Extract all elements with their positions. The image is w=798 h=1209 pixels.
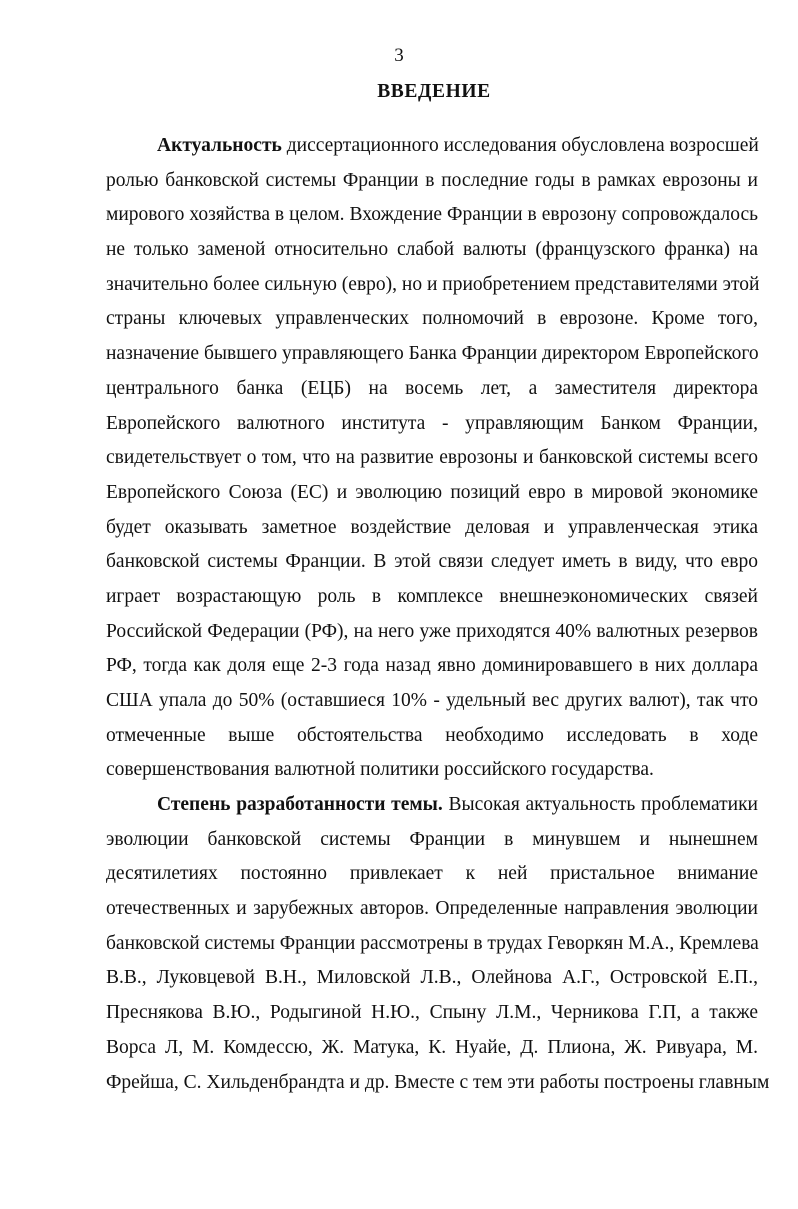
paragraph-lead: Степень разработанности темы. — [157, 794, 443, 815]
paragraph-line: Европейского валютного института - управляющим Банком Франции, — [106, 412, 758, 434]
paragraph-line — [106, 129, 758, 164]
paragraph-line: эволюции банковской системы Франции в минувшем и нынешнем — [106, 828, 758, 850]
paragraph-line: не только заменой относительно слабой валюты (французского франка) на — [106, 239, 758, 261]
paragraph-line: Европейского Союза (ЕС) и эволюцию позиций евро в мировой экономике — [106, 481, 758, 503]
paragraph-line: значительно более сильную (евро), но и приобретением представителями этой — [106, 273, 760, 295]
section-heading: ВВЕДЕНИЕ — [377, 81, 491, 102]
paragraph-line: отмеченные выше обстоятельства необходимо исследовать в ходе — [106, 724, 758, 746]
paragraph-line-text: диссертационного исследования обусловлена возросшей — [281, 135, 759, 156]
paragraph-line: банковской системы Франции рассмотрены в трудах Геворкян М.А., Кремлева — [106, 932, 759, 954]
paragraph-line — [106, 788, 758, 823]
paragraph-line: будет оказывать заметное воздействие деловая и управленческая этика — [106, 516, 758, 538]
paragraph-line: РФ, тогда как доля еще 2-3 года назад явно доминировавшего в них доллара — [106, 655, 758, 677]
paragraph-line: страны ключевых управленческих полномочий в еврозоне. Кроме того, — [106, 308, 758, 330]
page-number: 3 — [394, 45, 404, 66]
paragraph-line: В.В., Луковцевой В.Н., Миловской Л.В., Олейнова А.Г., Островской Е.П., — [106, 967, 758, 989]
paragraph-line: центрального банка (ЕЦБ) на восемь лет, а заместителя директора — [106, 377, 758, 399]
paragraph-line: ролью банковской системы Франции в последние годы в рамках еврозоны и — [106, 169, 758, 191]
paragraph-line: банковской системы Франции. В этой связи следует иметь в виду, что евро — [106, 551, 758, 573]
paragraph-line: Преснякова В.Ю., Родыгиной Н.Ю., Спыну Л.М., Черникова Г.П, а также — [106, 1002, 758, 1024]
paragraph-line: США упала до 50% (оставшиеся 10% - удельный вес других валют), так что — [106, 690, 758, 711]
paragraph-lead: Актуальность — [157, 135, 282, 156]
paragraph-line: Фрейша, С. Хильденбрандта и др. Вместе с тем эти работы построены главным — [106, 1071, 770, 1093]
paragraph-line: Ворса Л, М. Комдессю, Ж. Матука, К. Нуайе, Д. Плиона, Ж. Ривуара, М. — [106, 1036, 758, 1058]
paragraph-relevance — [106, 129, 758, 788]
paragraph-line-text: Высокая актуальность проблематики — [442, 794, 758, 815]
paragraph-development-degree — [106, 788, 770, 1100]
paragraph-line: мирового хозяйства в целом. Вхождение Франции в еврозону сопровождалось — [106, 204, 758, 226]
paragraph-line: назначение бывшего управляющего Банка Франции директором Европейского — [106, 343, 759, 365]
paragraph-line: совершенствования валютной политики российского государства. — [106, 759, 654, 781]
paragraph-line: отечественных и зарубежных авторов. Определенные направления эволюции — [106, 898, 758, 920]
paragraph-line: десятилетиях постоянно привлекает к ней пристальное внимание — [106, 863, 758, 885]
paragraph-line: свидетельствует о том, что на развитие еврозоны и банковской системы всего — [106, 447, 758, 469]
paragraph-line: играет возрастающую роль в комплексе внешнеэкономических связей — [106, 585, 758, 607]
paragraph-line: Российской Федерации (РФ), на него уже приходятся 40% валютных резервов — [106, 620, 758, 642]
